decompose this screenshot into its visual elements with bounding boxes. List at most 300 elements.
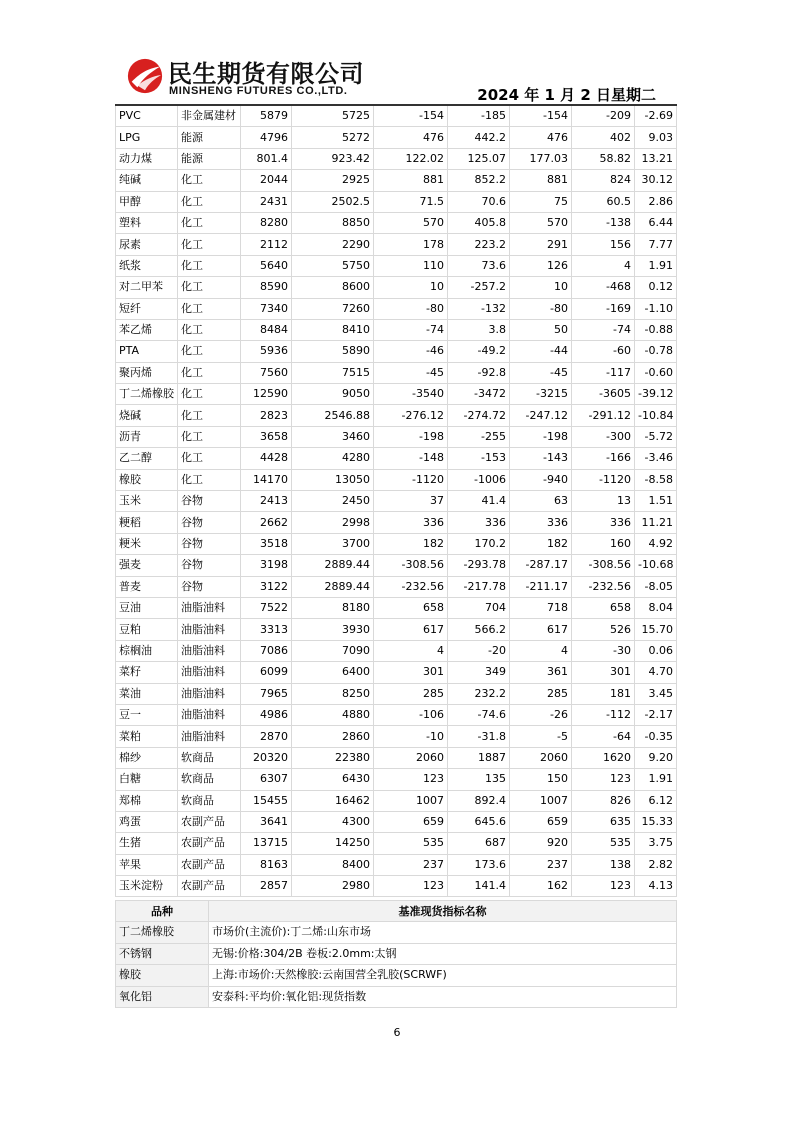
table-row	[116, 790, 677, 811]
sector-cell: 油脂油料	[178, 640, 241, 661]
variety-cell: 粳米	[116, 533, 178, 554]
value-cell: 4	[572, 255, 635, 276]
sector-cell: 化工	[178, 234, 241, 255]
value-cell: -74	[374, 319, 448, 340]
sector-cell: 化工	[178, 298, 241, 319]
table-row	[116, 512, 677, 533]
table-row	[116, 619, 677, 640]
value-cell: 3198	[241, 555, 292, 576]
value-cell: -8.05	[635, 576, 677, 597]
value-cell: -257.2	[448, 277, 510, 298]
benchmark-indicator-cell: 无锡:价格:304/2B 卷板:2.0mm:太钢	[209, 943, 677, 965]
value-cell: -10.68	[635, 555, 677, 576]
value-cell: 2889.44	[292, 576, 374, 597]
sector-cell: 化工	[178, 319, 241, 340]
value-cell: -26	[510, 704, 572, 725]
value-cell: -138	[572, 212, 635, 233]
value-cell: 16462	[292, 790, 374, 811]
sector-cell: 化工	[178, 191, 241, 212]
value-cell: -232.56	[374, 576, 448, 597]
value-cell: 5750	[292, 255, 374, 276]
value-cell: -2.17	[635, 704, 677, 725]
value-cell: -153	[448, 448, 510, 469]
value-cell: 3.45	[635, 683, 677, 704]
value-cell: -468	[572, 277, 635, 298]
sector-cell: 油脂油料	[178, 597, 241, 618]
value-cell: 892.4	[448, 790, 510, 811]
value-cell: 1620	[572, 747, 635, 768]
table-row	[116, 384, 677, 405]
benchmark-header-row	[116, 901, 677, 922]
value-cell: 14250	[292, 833, 374, 854]
value-cell: 920	[510, 833, 572, 854]
value-cell: 8163	[241, 854, 292, 875]
value-cell: 6.44	[635, 212, 677, 233]
value-cell: 110	[374, 255, 448, 276]
value-cell: 123	[572, 769, 635, 790]
value-cell: 5725	[292, 105, 374, 127]
table-row	[116, 726, 677, 747]
value-cell: 6307	[241, 769, 292, 790]
value-cell: 659	[374, 811, 448, 832]
value-cell: 4.13	[635, 876, 677, 897]
value-cell: 6099	[241, 662, 292, 683]
value-cell: 570	[510, 212, 572, 233]
value-cell: 2413	[241, 491, 292, 512]
value-cell: -185	[448, 105, 510, 127]
variety-cell: 丁二烯橡胶	[116, 384, 178, 405]
value-cell: 2998	[292, 512, 374, 533]
page-number: 6	[393, 1026, 401, 1039]
sector-cell: 能源	[178, 148, 241, 169]
value-cell: 617	[374, 619, 448, 640]
value-cell: 442.2	[448, 127, 510, 148]
value-cell: 4280	[292, 448, 374, 469]
sector-cell: 化工	[178, 448, 241, 469]
value-cell: -64	[572, 726, 635, 747]
value-cell: 10	[510, 277, 572, 298]
minsheng-logo-icon	[126, 57, 164, 95]
table-row	[116, 555, 677, 576]
value-cell: 2044	[241, 170, 292, 191]
value-cell: 687	[448, 833, 510, 854]
value-cell: -198	[374, 426, 448, 447]
value-cell: 162	[510, 876, 572, 897]
value-cell: 7965	[241, 683, 292, 704]
variety-cell: 聚丙烯	[116, 362, 178, 383]
value-cell: 402	[572, 127, 635, 148]
value-cell: -274.72	[448, 405, 510, 426]
value-cell: 141.4	[448, 876, 510, 897]
value-cell: 1.91	[635, 255, 677, 276]
variety-cell: 橡胶	[116, 469, 178, 490]
value-cell: 0.12	[635, 277, 677, 298]
value-cell: -1120	[572, 469, 635, 490]
value-cell: 8850	[292, 212, 374, 233]
value-cell: 1.51	[635, 491, 677, 512]
variety-cell: 动力煤	[116, 148, 178, 169]
value-cell: 237	[510, 854, 572, 875]
value-cell: 170.2	[448, 533, 510, 554]
value-cell: -3.46	[635, 448, 677, 469]
value-cell: -0.60	[635, 362, 677, 383]
value-cell: 336	[572, 512, 635, 533]
value-cell: 8280	[241, 212, 292, 233]
table-row	[116, 319, 677, 340]
sector-cell: 谷物	[178, 576, 241, 597]
table-row	[116, 662, 677, 683]
value-cell: 476	[510, 127, 572, 148]
value-cell: 70.6	[448, 191, 510, 212]
value-cell: 2889.44	[292, 555, 374, 576]
value-cell: 535	[572, 833, 635, 854]
value-cell: 4	[374, 640, 448, 661]
value-cell: -5	[510, 726, 572, 747]
value-cell: -39.12	[635, 384, 677, 405]
value-cell: 12590	[241, 384, 292, 405]
value-cell: 285	[510, 683, 572, 704]
sector-cell: 化工	[178, 255, 241, 276]
value-cell: 15.70	[635, 619, 677, 640]
value-cell: -46	[374, 341, 448, 362]
value-cell: 75	[510, 191, 572, 212]
value-cell: 73.6	[448, 255, 510, 276]
variety-cell: 纯碱	[116, 170, 178, 191]
value-cell: 291	[510, 234, 572, 255]
value-cell: 150	[510, 769, 572, 790]
value-cell: -10	[374, 726, 448, 747]
table-row	[116, 191, 677, 212]
value-cell: 8600	[292, 277, 374, 298]
value-cell: 8484	[241, 319, 292, 340]
value-cell: 4300	[292, 811, 374, 832]
benchmark-row	[116, 986, 677, 1008]
value-cell: 7086	[241, 640, 292, 661]
value-cell: -5.72	[635, 426, 677, 447]
value-cell: 50	[510, 319, 572, 340]
value-cell: 0.06	[635, 640, 677, 661]
value-cell: 30.12	[635, 170, 677, 191]
benchmark-variety-cell: 不锈钢	[116, 943, 209, 965]
sector-cell: 化工	[178, 405, 241, 426]
value-cell: -49.2	[448, 341, 510, 362]
value-cell: 301	[374, 662, 448, 683]
table-row	[116, 876, 677, 897]
value-cell: 9050	[292, 384, 374, 405]
value-cell: 526	[572, 619, 635, 640]
sector-cell: 化工	[178, 362, 241, 383]
value-cell: -0.78	[635, 341, 677, 362]
table-row	[116, 704, 677, 725]
variety-cell: 生猪	[116, 833, 178, 854]
value-cell: -1.10	[635, 298, 677, 319]
value-cell: 4	[510, 640, 572, 661]
value-cell: 138	[572, 854, 635, 875]
value-cell: -1120	[374, 469, 448, 490]
value-cell: -3215	[510, 384, 572, 405]
variety-cell: 普麦	[116, 576, 178, 597]
value-cell: 15455	[241, 790, 292, 811]
value-cell: -148	[374, 448, 448, 469]
variety-cell: 白糖	[116, 769, 178, 790]
value-cell: 405.8	[448, 212, 510, 233]
value-cell: -80	[374, 298, 448, 319]
value-cell: 13050	[292, 469, 374, 490]
table-row	[116, 341, 677, 362]
value-cell: 2.86	[635, 191, 677, 212]
table-row	[116, 255, 677, 276]
value-cell: -74	[572, 319, 635, 340]
variety-cell: 强麦	[116, 555, 178, 576]
value-cell: 177.03	[510, 148, 572, 169]
value-cell: 923.42	[292, 148, 374, 169]
value-cell: 1.91	[635, 769, 677, 790]
value-cell: -154	[510, 105, 572, 127]
table-row	[116, 833, 677, 854]
value-cell: -20	[448, 640, 510, 661]
value-cell: 4880	[292, 704, 374, 725]
sector-cell: 油脂油料	[178, 726, 241, 747]
value-cell: -209	[572, 105, 635, 127]
value-cell: 645.6	[448, 811, 510, 832]
value-cell: -3605	[572, 384, 635, 405]
value-cell: 8410	[292, 319, 374, 340]
value-cell: 15.33	[635, 811, 677, 832]
value-cell: 41.4	[448, 491, 510, 512]
value-cell: -44	[510, 341, 572, 362]
variety-cell: 玉米	[116, 491, 178, 512]
value-cell: 181	[572, 683, 635, 704]
value-cell: -112	[572, 704, 635, 725]
value-cell: 704	[448, 597, 510, 618]
value-cell: 60.5	[572, 191, 635, 212]
sector-cell: 化工	[178, 341, 241, 362]
value-cell: 801.4	[241, 148, 292, 169]
value-cell: 5640	[241, 255, 292, 276]
table-row	[116, 854, 677, 875]
sector-cell: 油脂油料	[178, 683, 241, 704]
variety-cell: 豆粕	[116, 619, 178, 640]
benchmark-indicator-cell: 上海:市场价:天然橡胶:云南国营全乳胶(SCRWF)	[209, 965, 677, 987]
benchmark-variety-cell: 橡胶	[116, 965, 209, 987]
value-cell: 10	[374, 277, 448, 298]
spot-basis-table	[115, 104, 677, 897]
table-row	[116, 426, 677, 447]
sector-cell: 谷物	[178, 491, 241, 512]
value-cell: 3700	[292, 533, 374, 554]
value-cell: 635	[572, 811, 635, 832]
value-cell: 285	[374, 683, 448, 704]
value-cell: 535	[374, 833, 448, 854]
value-cell: 2980	[292, 876, 374, 897]
table-row	[116, 597, 677, 618]
benchmark-indicator-cell: 市场价(主流价):丁二烯:山东市场	[209, 922, 677, 944]
value-cell: 7090	[292, 640, 374, 661]
benchmark-row	[116, 943, 677, 965]
value-cell: -276.12	[374, 405, 448, 426]
value-cell: 617	[510, 619, 572, 640]
value-cell: 824	[572, 170, 635, 191]
value-cell: 2502.5	[292, 191, 374, 212]
sector-cell: 软商品	[178, 747, 241, 768]
value-cell: 2662	[241, 512, 292, 533]
value-cell: 182	[374, 533, 448, 554]
value-cell: -247.12	[510, 405, 572, 426]
value-cell: 37	[374, 491, 448, 512]
value-cell: 123	[374, 876, 448, 897]
value-cell: -308.56	[572, 555, 635, 576]
benchmark-indicator-cell: 安泰科:平均价:氧化铝:现货指数	[209, 986, 677, 1008]
report-date: 2024 年 1 月 2 日星期二	[477, 86, 656, 104]
table-row	[116, 747, 677, 768]
benchmark-header-variety: 品种	[116, 901, 209, 922]
value-cell: 4428	[241, 448, 292, 469]
value-cell: 658	[572, 597, 635, 618]
value-cell: -74.6	[448, 704, 510, 725]
value-cell: 8400	[292, 854, 374, 875]
table-row	[116, 212, 677, 233]
value-cell: -45	[374, 362, 448, 383]
value-cell: 13715	[241, 833, 292, 854]
value-cell: 13	[572, 491, 635, 512]
value-cell: 5890	[292, 341, 374, 362]
value-cell: -0.35	[635, 726, 677, 747]
value-cell: -117	[572, 362, 635, 383]
sector-cell: 谷物	[178, 512, 241, 533]
sector-cell: 农副产品	[178, 876, 241, 897]
table-row	[116, 405, 677, 426]
variety-cell: 菜籽	[116, 662, 178, 683]
value-cell: 3930	[292, 619, 374, 640]
variety-cell: 郑棉	[116, 790, 178, 811]
value-cell: 6.12	[635, 790, 677, 811]
value-cell: 5879	[241, 105, 292, 127]
value-cell: -154	[374, 105, 448, 127]
value-cell: 5936	[241, 341, 292, 362]
sector-cell: 谷物	[178, 533, 241, 554]
table-row	[116, 148, 677, 169]
value-cell: 2112	[241, 234, 292, 255]
variety-cell: 棉纱	[116, 747, 178, 768]
value-cell: 4.70	[635, 662, 677, 683]
sector-cell: 油脂油料	[178, 619, 241, 640]
value-cell: -31.8	[448, 726, 510, 747]
value-cell: -291.12	[572, 405, 635, 426]
variety-cell: 沥青	[116, 426, 178, 447]
benchmark-table	[115, 900, 677, 1008]
variety-cell: 菜油	[116, 683, 178, 704]
value-cell: 8590	[241, 277, 292, 298]
table-row	[116, 640, 677, 661]
sector-cell: 软商品	[178, 769, 241, 790]
value-cell: -300	[572, 426, 635, 447]
value-cell: 125.07	[448, 148, 510, 169]
value-cell: 2450	[292, 491, 374, 512]
value-cell: 14170	[241, 469, 292, 490]
value-cell: -8.58	[635, 469, 677, 490]
variety-cell: 烧碱	[116, 405, 178, 426]
value-cell: 22380	[292, 747, 374, 768]
value-cell: -80	[510, 298, 572, 319]
sector-cell: 化工	[178, 426, 241, 447]
value-cell: 8180	[292, 597, 374, 618]
value-cell: 178	[374, 234, 448, 255]
value-cell: 718	[510, 597, 572, 618]
value-cell: 476	[374, 127, 448, 148]
value-cell: 4986	[241, 704, 292, 725]
value-cell: 3313	[241, 619, 292, 640]
value-cell: 3641	[241, 811, 292, 832]
page-header	[126, 55, 656, 103]
variety-cell: 甲醇	[116, 191, 178, 212]
value-cell: 826	[572, 790, 635, 811]
value-cell: 3518	[241, 533, 292, 554]
table-row	[116, 105, 677, 127]
variety-cell: LPG	[116, 127, 178, 148]
value-cell: 135	[448, 769, 510, 790]
variety-cell: 豆一	[116, 704, 178, 725]
variety-cell: PVC	[116, 105, 178, 127]
table-row	[116, 448, 677, 469]
value-cell: 13.21	[635, 148, 677, 169]
value-cell: 658	[374, 597, 448, 618]
value-cell: -10.84	[635, 405, 677, 426]
value-cell: 3658	[241, 426, 292, 447]
value-cell: -169	[572, 298, 635, 319]
sector-cell: 软商品	[178, 790, 241, 811]
value-cell: 156	[572, 234, 635, 255]
benchmark-variety-cell: 氧化铝	[116, 986, 209, 1008]
variety-cell: 粳稻	[116, 512, 178, 533]
variety-cell: 鸡蛋	[116, 811, 178, 832]
value-cell: 7560	[241, 362, 292, 383]
value-cell: 301	[572, 662, 635, 683]
value-cell: 7340	[241, 298, 292, 319]
value-cell: 852.2	[448, 170, 510, 191]
sector-cell: 化工	[178, 170, 241, 191]
variety-cell: 塑料	[116, 212, 178, 233]
sector-cell: 农副产品	[178, 854, 241, 875]
table-row	[116, 491, 677, 512]
value-cell: 5272	[292, 127, 374, 148]
value-cell: 182	[510, 533, 572, 554]
sector-cell: 谷物	[178, 555, 241, 576]
value-cell: -217.78	[448, 576, 510, 597]
value-cell: 3460	[292, 426, 374, 447]
sector-cell: 非金属建材	[178, 105, 241, 127]
value-cell: 2925	[292, 170, 374, 191]
value-cell: 349	[448, 662, 510, 683]
table-row	[116, 769, 677, 790]
value-cell: 223.2	[448, 234, 510, 255]
table-row	[116, 533, 677, 554]
variety-cell: 玉米淀粉	[116, 876, 178, 897]
value-cell: 63	[510, 491, 572, 512]
value-cell: -0.88	[635, 319, 677, 340]
sector-cell: 化工	[178, 469, 241, 490]
sector-cell: 农副产品	[178, 833, 241, 854]
value-cell: 361	[510, 662, 572, 683]
value-cell: 2290	[292, 234, 374, 255]
value-cell: -3540	[374, 384, 448, 405]
value-cell: 881	[510, 170, 572, 191]
value-cell: -143	[510, 448, 572, 469]
sector-cell: 油脂油料	[178, 704, 241, 725]
variety-cell: 纸浆	[116, 255, 178, 276]
sector-cell: 油脂油料	[178, 662, 241, 683]
value-cell: 173.6	[448, 854, 510, 875]
value-cell: 336	[510, 512, 572, 533]
